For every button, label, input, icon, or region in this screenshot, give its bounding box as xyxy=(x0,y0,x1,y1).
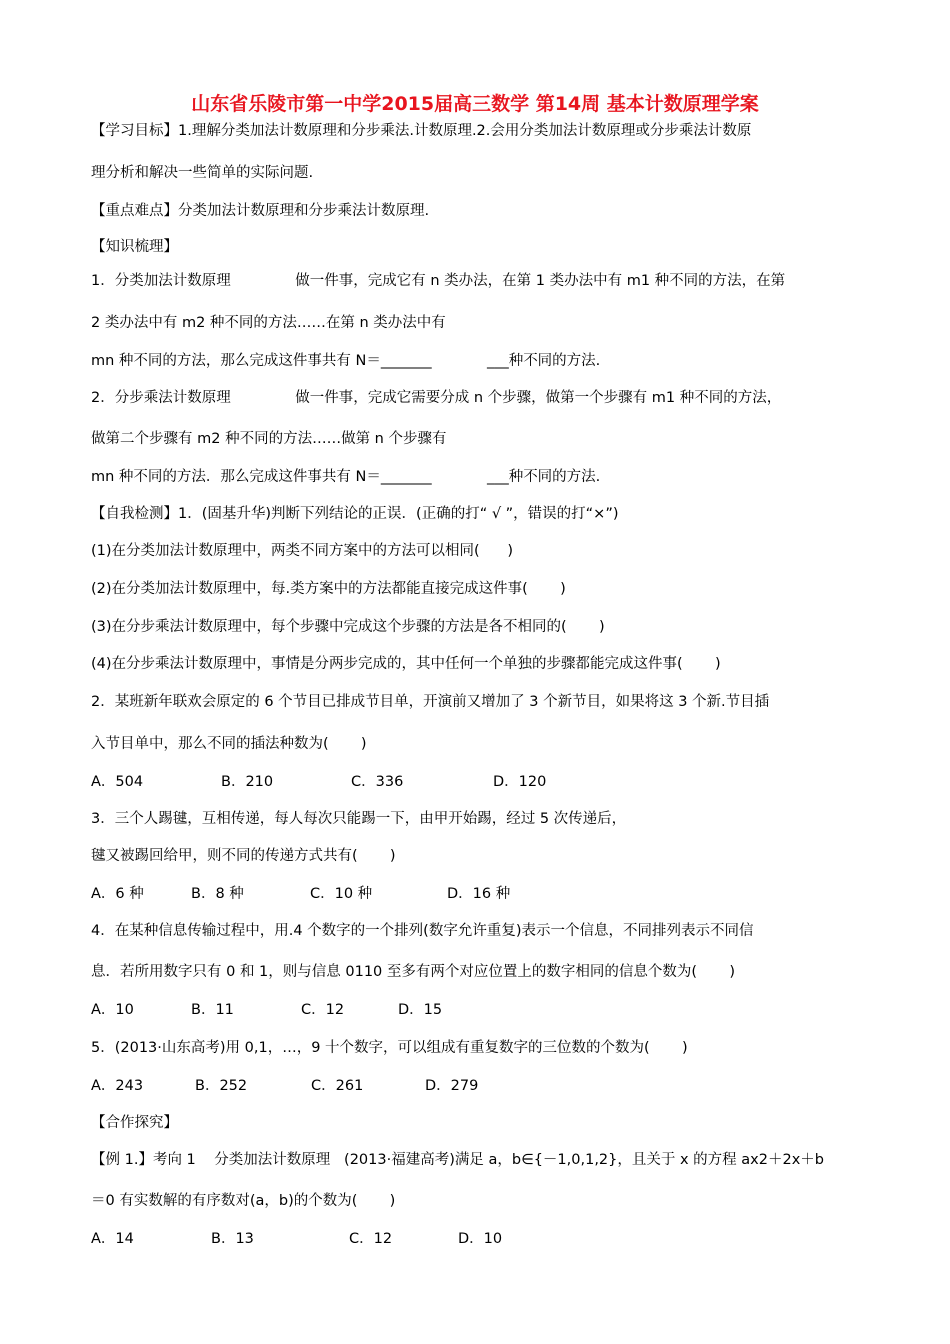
example-1-line-1: 【例 1.】考向 1 分类加法计数原理 (2013·福建高考)满足 a，b∈{－1,0,1,2}，且关于 x 的方程 ax2＋2x＋b xyxy=(91,1152,824,1168)
multiplication-principle-line-2: 做第二个步骤有 m2 种不同的方法……做第 n 个步骤有 xyxy=(91,431,447,447)
document-title: 山东省乐陵市第一中学2015届高三数学 第14周 基本计数原理学案 xyxy=(191,93,759,115)
question-3-option-a: A．6 种 xyxy=(91,886,144,902)
question-4-option-d: D．15 xyxy=(398,1002,443,1018)
question-4-option-b: B．11 xyxy=(191,1002,234,1018)
learning-goals-line-2: 理分析和解决一些简单的实际问题. xyxy=(91,165,314,181)
question-4-option-c: C．12 xyxy=(301,1002,345,1018)
self-check-heading: 【自我检测】1．(固基升华)判断下列结论的正误．(正确的打“ √ ”，错误的打“×”) xyxy=(91,506,619,522)
question-4-line-1: 4．在某种信息传输过程中，用.4 个数字的一个排列(数字允许重复)表示一个信息，不同排列表示不同信 xyxy=(91,923,754,939)
question-5: 5．(2013·山东高考)用 0,1，…，9 十个数字，可以组成有重复数字的三位数的个数为( ) xyxy=(91,1040,688,1056)
question-5-option-c: C．261 xyxy=(311,1078,364,1094)
example-1-line-2: ＝0 有实数解的有序数对(a，b)的个数为( ) xyxy=(91,1193,396,1209)
question-3-line-1: 3．三个人踢毽，互相传递，每人每次只能踢一下，由甲开始踢，经过 5 次传递后， xyxy=(91,811,627,827)
addition-principle-line-3: mn 种不同的方法，那么完成这件事共有 N＝_______ ___种不同的方法. xyxy=(91,353,601,369)
question-2-option-c: C．336 xyxy=(351,774,404,790)
question-3-option-b: B．8 种 xyxy=(191,886,244,902)
multiplication-principle-line-3: mn 种不同的方法．那么完成这件事共有 N＝_______ ___种不同的方法. xyxy=(91,469,601,485)
cooperation-heading: 【合作探究】 xyxy=(91,1115,178,1131)
question-5-option-a: A．243 xyxy=(91,1078,144,1094)
judgement-item-3: (3)在分步乘法计数原理中，每个步骤中完成这个步骤的方法是各不相同的( ) xyxy=(91,619,605,635)
question-4-option-a: A．10 xyxy=(91,1002,134,1018)
example-1-option-a: A．14 xyxy=(91,1231,134,1247)
question-5-option-d: D．279 xyxy=(425,1078,479,1094)
example-1-option-c: C．12 xyxy=(349,1231,393,1247)
addition-principle-line-1: 1．分类加法计数原理 做一件事，完成它有 n 类办法，在第 1 类办法中有 m1 种不同的方法，在第 xyxy=(91,273,786,289)
question-3-option-d: D．16 种 xyxy=(447,886,511,902)
example-1-option-b: B．13 xyxy=(211,1231,254,1247)
question-2-line-2: 入节目单中，那么不同的插法种数为( ) xyxy=(91,736,367,752)
question-2-line-1: 2．某班新年联欢会原定的 6 个节目已排成节目单，开演前又增加了 3 个新节目，如果将这 3 个新.节目插 xyxy=(91,694,770,710)
addition-principle-line-2: 2 类办法中有 m2 种不同的方法……在第 n 类办法中有 xyxy=(91,315,446,331)
judgement-item-1: (1)在分类加法计数原理中，两类不同方案中的方法可以相同( ) xyxy=(91,543,514,559)
question-2-option-d: D．120 xyxy=(493,774,547,790)
question-2-option-b: B．210 xyxy=(221,774,274,790)
learning-goals-line-1: 【学习目标】1.理解分类加法计数原理和分步乘法.计数原理.2.会用分类加法计数原理或分步乘法计数原 xyxy=(91,123,752,139)
question-3-line-2: 毽又被踢回给甲，则不同的传递方式共有( ) xyxy=(91,848,396,864)
multiplication-principle-line-1: 2．分步乘法计数原理 做一件事，完成它需要分成 n 个步骤，做第一个步骤有 m1 种不同的方法， xyxy=(91,390,782,406)
question-5-option-b: B．252 xyxy=(195,1078,248,1094)
question-3-option-c: C．10 种 xyxy=(310,886,373,902)
question-4-line-2: 息．若所用数字只有 0 和 1，则与信息 0110 至多有两个对应位置上的数字相同的信息个数为( ) xyxy=(91,964,735,980)
question-2-option-a: A．504 xyxy=(91,774,144,790)
knowledge-heading: 【知识梳理】 xyxy=(91,239,178,255)
judgement-item-4: (4)在分步乘法计数原理中，事情是分两步完成的，其中任何一个单独的步骤都能完成这件事( ) xyxy=(91,656,721,672)
judgement-item-2: (2)在分类加法计数原理中，每.类方案中的方法都能直接完成这件事( ) xyxy=(91,581,566,597)
key-points: 【重点难点】分类加法计数原理和分步乘法计数原理. xyxy=(91,203,430,219)
example-1-option-d: D．10 xyxy=(458,1231,503,1247)
